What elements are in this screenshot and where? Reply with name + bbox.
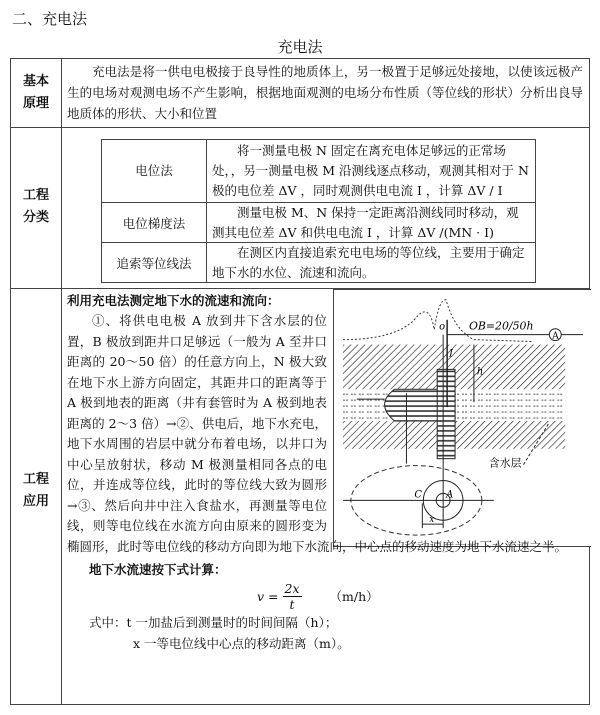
formula-denominator: t	[289, 597, 295, 612]
method-desc: 将一测量电极 N 固定在离充电体足够远的正常场处，，另一测量电极 M 沿测线逐点移动，观测其相对于 N 极的电位差 ΔV ，同时观测供电电流 I ，计算 ΔV / I	[212, 143, 529, 198]
where-t-text: t 一加盐后到测量时的时间间隔（h）；	[126, 615, 338, 630]
formula-lhs: v =	[257, 589, 279, 604]
principle-text: 充电法是将一供电电极接于良导性的地质体上，另一极置于足够远处接地，以使该远极产生的电场对观测电场不产生影响，根据地面观测的电场分布性质（等位线的形状）分析出良导地质体的形状、大小和位置	[67, 64, 583, 121]
method-table	[10, 58, 590, 705]
label-o: o	[439, 321, 446, 333]
label-line: 工程	[22, 188, 49, 203]
method-name: 追索等位线法	[116, 256, 192, 271]
formula-numerator: 2x	[284, 581, 300, 596]
application-content	[67, 290, 589, 654]
table-title: 充电法	[277, 38, 323, 56]
label-c: C	[414, 489, 422, 501]
formula-fraction	[283, 581, 302, 612]
label-h: h	[476, 366, 484, 378]
column-divider	[206, 140, 207, 282]
application-body	[67, 311, 589, 557]
label-line: 分类	[22, 210, 49, 225]
application-subtitle: 利用充电法测定地下水的流速和流向：	[67, 293, 280, 308]
method-desc: 在测区内直接追索充电电场的等位线，主要用于确定地下水的水位、流速和流向。	[212, 245, 525, 280]
ammeter-label: A	[552, 331, 559, 342]
label-aquifer: 含水层	[488, 456, 522, 470]
formula-intro: 地下水流速按下式计算：	[89, 562, 227, 577]
where-x: x 一等电位线中心点的移动距离（m）。	[133, 636, 350, 651]
label-x: x	[429, 515, 435, 526]
velocity-formula	[257, 581, 589, 612]
formula-unit: （m/h）	[329, 589, 379, 604]
method-name: 电位梯度法	[122, 216, 186, 231]
body-text: ①、将供电电极 A 放到井下含水层的位置，B 极放到距井口足够远（一般为 A 至井口距离的 20～50 倍）的任意方向上，N 极大致在地下水上游方向固定，其距井口的距离等于 A 极到地表的距离（井有套管时为 A 极到地表距离的 2～3 倍）→②、供电后，地下水充电，地下水周围的岩层中就分布着电场，以井口为中心呈放射状，移动 M 极测量相同各点的电位，并连成等位线，此时的等位线大致为圆形→③、然后向井中注入食盐水，再测量等电位线，则等电位线在水流方向由原来的圆形变为椭圆形，此时等电位线的移动方向即为地下水流向，中心点的移动速度为地下水流速之半。	[67, 313, 568, 554]
method-desc: 测量电极 M、N 保持一定距离沿测线同时移动，观测其电位差 ΔV 和供电电流 I ，计算 ΔV /(MN · I)	[212, 205, 519, 240]
column-divider	[61, 59, 62, 704]
row-divider	[11, 127, 589, 128]
label-line: 工程	[22, 472, 49, 487]
label-a: A	[446, 489, 454, 501]
principle-label	[11, 71, 61, 115]
label-line: 应用	[22, 494, 49, 509]
where-prefix: 式中：	[89, 615, 127, 630]
figure-spacer	[327, 290, 589, 526]
label-ob: OB=20/50h	[468, 319, 534, 333]
methods-subtable	[101, 139, 536, 283]
section-heading: 二、充电法	[12, 10, 88, 28]
label-line: 基本	[22, 74, 49, 89]
label-line: 原理	[22, 96, 49, 111]
label-i: I	[449, 348, 454, 360]
where-t	[89, 612, 589, 633]
classification-label	[11, 185, 61, 229]
application-label	[11, 469, 61, 513]
method-name: 电位法	[135, 163, 173, 178]
